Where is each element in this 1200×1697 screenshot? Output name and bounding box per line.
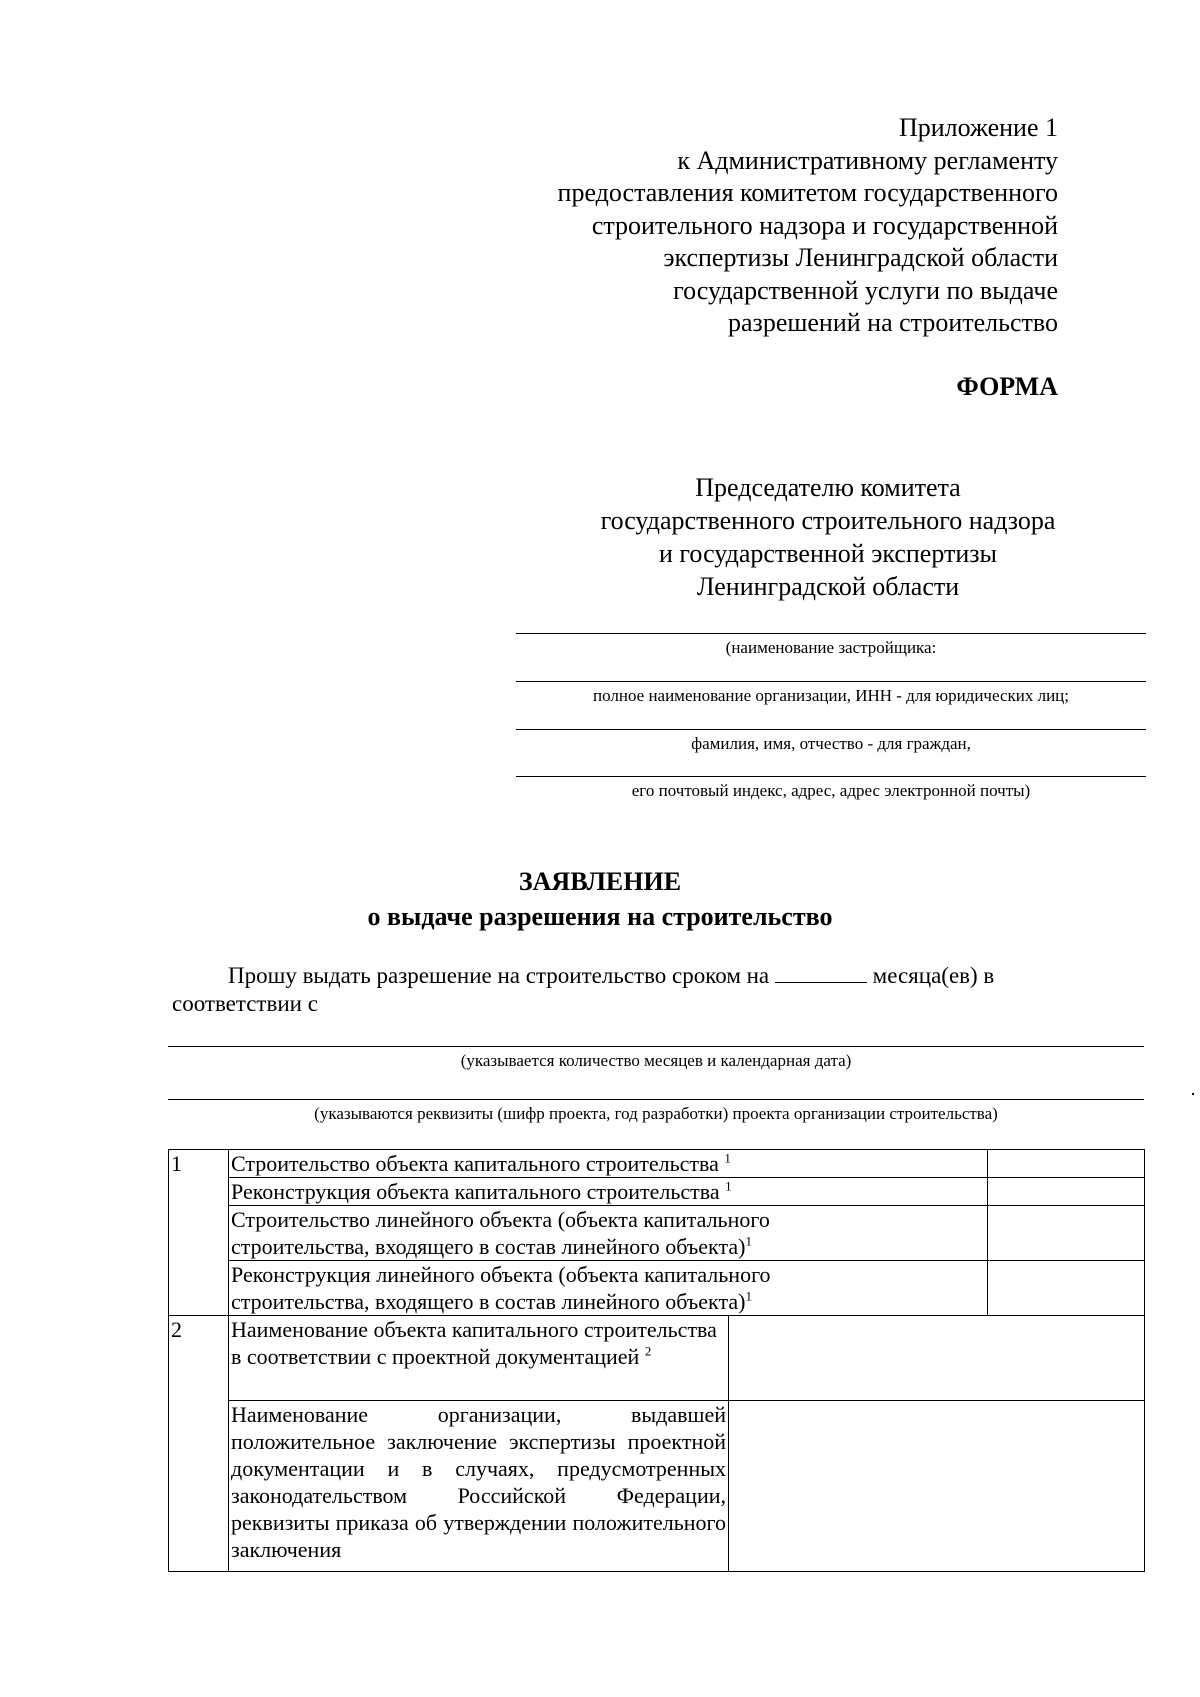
term-hint: (указывается количество месяцев и календарная дата) — [460, 1051, 852, 1070]
table-row — [169, 1261, 1145, 1316]
addressee-block — [513, 471, 1143, 603]
project-fill-line[interactable] — [168, 1099, 1144, 1100]
item-label: строительства, входящего в состав линейного объекта) — [231, 1234, 746, 1259]
appendix-line: строительного надзора и государственной — [591, 210, 1058, 240]
applicant-fill-line[interactable] — [516, 633, 1146, 634]
item-label: Строительство линейного объекта (объекта капитального — [231, 1207, 770, 1232]
table-row — [169, 1178, 1145, 1206]
row-number: 2 — [169, 1316, 229, 1572]
item-label: строительства, входящего в состав линейного объекта) — [231, 1289, 746, 1314]
checkbox-cell[interactable] — [988, 1150, 1145, 1178]
checkbox-cell[interactable] — [988, 1261, 1145, 1316]
table-cell — [229, 1401, 729, 1572]
project-hint: (указываются реквизиты (шифр проекта, год разработки) проекта организации строительства) — [314, 1104, 998, 1123]
appendix-header — [438, 112, 1058, 340]
request-text: месяца(ев) в — [872, 963, 995, 988]
item-label: Реконструкция объекта капитального строительства — [231, 1179, 720, 1204]
footnote-mark: 1 — [745, 1233, 752, 1249]
addressee-line: Председателю комитета — [695, 473, 961, 502]
applicant-hint: (наименование застройщика: — [725, 638, 937, 657]
appendix-line: предоставления комитетом государственного — [557, 178, 1058, 207]
item-label: Реконструкция линейного объекта (объекта капитального — [231, 1262, 771, 1287]
applicant-hint: его почтовый индекс, адрес, адрес электронной почты) — [631, 781, 1031, 800]
table-cell — [229, 1178, 988, 1206]
table-row — [169, 1150, 1145, 1178]
item-label: Наименование организации, выдавшей положительное заключение экспертизы проектной документации и в случаях, предусмотренных законодательством Российской Федерации, реквизиты приказа об утверждении положительного заключения — [231, 1402, 726, 1562]
document-subtitle: о выдаче разрешения на строительство — [367, 902, 833, 931]
table-row — [169, 1206, 1145, 1261]
appendix-line: разрешений на строительство — [728, 308, 1058, 337]
table-cell — [229, 1150, 988, 1178]
footnote-mark: 2 — [644, 1343, 652, 1359]
item-label: Наименование объекта капитального строительства в соответствии с проектной документацией — [231, 1317, 717, 1369]
table-cell — [229, 1316, 729, 1401]
months-blank-field[interactable] — [775, 964, 867, 983]
applicant-hint: полное наименование организации, ИНН - для юридических лиц; — [592, 686, 1070, 705]
form-label: ФОРМА — [956, 372, 1058, 401]
value-cell[interactable] — [729, 1316, 1145, 1401]
term-fill-line[interactable] — [168, 1046, 1144, 1047]
table-cell — [229, 1206, 988, 1261]
request-text: Прошу выдать разрешение на строительство сроком на — [228, 963, 770, 988]
checkbox-cell[interactable] — [988, 1178, 1145, 1206]
request-line: соответствии с — [172, 991, 318, 1016]
addressee-line: Ленинградской области — [696, 572, 960, 601]
footnote-mark: 1 — [724, 1150, 731, 1166]
request-line — [172, 962, 1142, 990]
appendix-line: государственной услуги по выдаче — [673, 275, 1058, 305]
scan-dot — [1192, 1093, 1194, 1095]
applicant-fill-line[interactable] — [516, 681, 1146, 682]
footnote-mark: 1 — [725, 1178, 732, 1194]
table-row — [169, 1316, 1145, 1401]
table-cell — [229, 1261, 988, 1316]
footnote-mark: 1 — [745, 1288, 752, 1304]
addressee-line: государственного строительного надзора — [600, 506, 1056, 535]
value-cell[interactable] — [729, 1401, 1145, 1572]
addressee-line: и государственной экспертизы — [658, 539, 998, 568]
checkbox-cell[interactable] — [988, 1206, 1145, 1261]
appendix-line: экспертизы Ленинградской области — [663, 243, 1058, 272]
request-paragraph — [172, 962, 1142, 1018]
applicant-fill-line[interactable] — [516, 729, 1146, 730]
applicant-fill-line[interactable] — [516, 776, 1146, 777]
item-label: Строительство объекта капитального строительства — [231, 1151, 719, 1176]
application-table — [168, 1149, 1145, 1572]
applicant-hint: фамилия, имя, отчество - для граждан, — [691, 734, 971, 753]
appendix-line: к Административному регламенту — [677, 145, 1058, 175]
table-row — [169, 1401, 1145, 1572]
document-title: ЗАЯВЛЕНИЕ — [518, 867, 682, 896]
appendix-line: Приложение 1 — [898, 113, 1058, 142]
row-number: 1 — [169, 1150, 229, 1316]
